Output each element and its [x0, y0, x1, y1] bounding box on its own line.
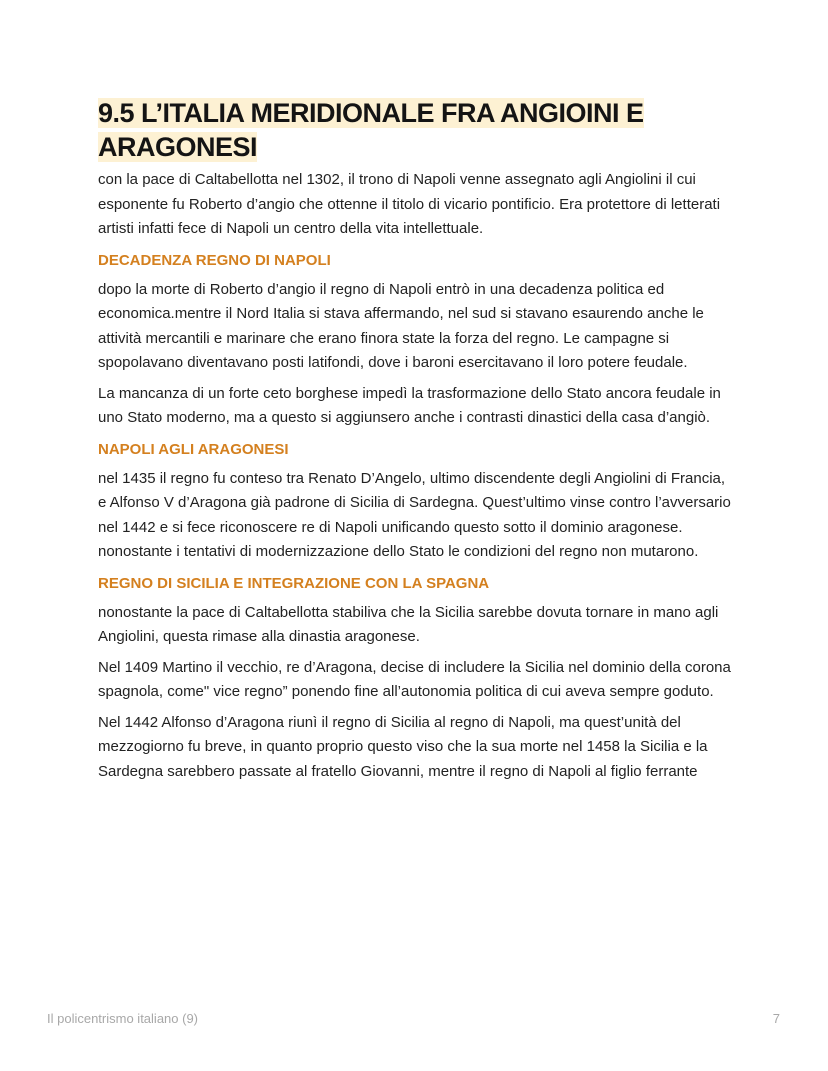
- paragraph: Nel 1409 Martino il vecchio, re d’Aragona, decise di includere la Sicilia nel dominio della corona spagnola, come" vice regno” ponendo fine all’autonomia politica di cui aveva sempre goduto.: [98, 658, 731, 700]
- footer-page-number: 7: [772, 1011, 780, 1026]
- paragraph: nel 1435 il regno fu conteso tra Renato D’Angelo, ultimo discendente degli Angiolini di Francia, e Alfonso V d’Aragona già padrone di Sicilia di Sardegna. Quest’ultimo vinse contro l’avversario nel 1442 e si fece riconoscere re di Napoli unificando questo sotto il dominio aragonese. nonostante i tentativi di modernizzazione dello Stato le condizioni del regno non mutarono.: [98, 469, 731, 560]
- document-page: [98, 96, 734, 784]
- footer-document-title: Il policentrismo italiano (9): [47, 1011, 199, 1026]
- paragraph: La mancanza di un forte ceto borghese impedì la trasformazione dello Stato ancora feudale in uno Stato moderno, ma a questo si aggiunsero anche i contrasti dinastici della casa d’angiò.: [98, 384, 721, 426]
- title-line-1: 9.5 L’ITALIA MERIDIONALE FRA ANGIOINI E: [98, 98, 644, 128]
- paragraph: Nel 1442 Alfonso d’Aragona riunì il regno di Sicilia al regno di Napoli, ma quest’unità del mezzogiorno fu breve, in quanto proprio questo viso che la sua morte nel 1458 la Sicilia e la Sardegna sarebbero passate al fratello Giovanni, mentre il regno di Napoli al figlio ferrante: [98, 713, 708, 780]
- section-heading: NAPOLI AGLI ARAGONESI: [98, 440, 289, 458]
- section-heading: DECADENZA REGNO DI NAPOLI: [98, 251, 331, 269]
- page-title: [98, 96, 734, 164]
- section-decadenza: [98, 250, 734, 431]
- section-aragonesi: [98, 439, 734, 565]
- paragraph: dopo la morte di Roberto d’angio il regno di Napoli entrò in una decadenza politica ed economica.mentre il Nord Italia si stava affermando, nel sud si stavano esaurendo anche le attività mercantili e marinare che erano finora state la forza del regno. Le campagne si spopolavano diventavano posti latifondi, dove i baroni esercitavano il loro potere feudale.: [98, 280, 704, 371]
- paragraph: con la pace di Caltabellotta nel 1302, il trono di Napoli venne assegnato agli Angiolini il cui esponente fu Roberto d’angio che ottenne il titolo di vicario pontificio. Era protettore di letterati artisti infatti fece di Napoli un centro della vita intellettuale.: [98, 171, 721, 237]
- section-heading: REGNO DI SICILIA E INTEGRAZIONE CON LA SPAGNA: [98, 574, 490, 592]
- title-line-2: ARAGONESI: [98, 132, 258, 162]
- section-sicilia: [98, 573, 734, 785]
- section-intro: [98, 168, 734, 242]
- paragraph: nonostante la pace di Caltabellotta stabiliva che la Sicilia sarebbe dovuta tornare in mano agli Angiolini, questa rimase alla dinastia aragonese.: [98, 603, 719, 645]
